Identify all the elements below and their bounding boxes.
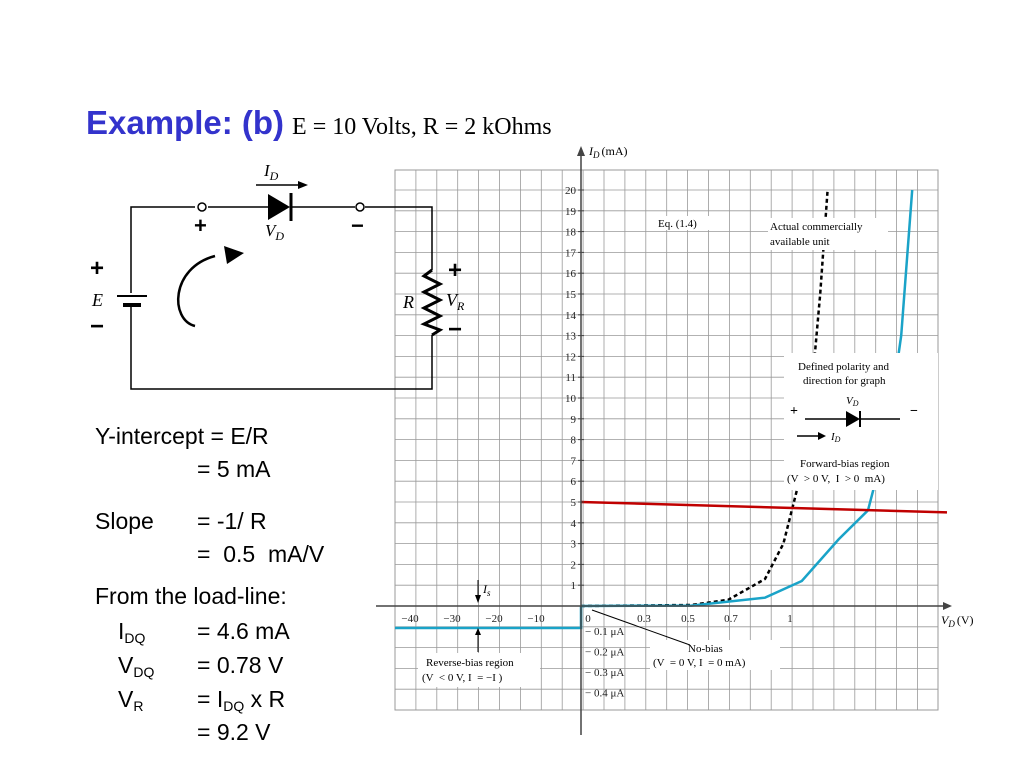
- vdq-value: = 0.78 V: [197, 652, 284, 678]
- slope-line-1: = -1/ R: [197, 508, 267, 534]
- resistor-voltage-label: $V_R$: [446, 290, 465, 313]
- y-tick-label: 14: [565, 309, 576, 322]
- x-tick-label: 0.3: [637, 613, 651, 625]
- diode-plus: +: [194, 213, 207, 238]
- slope-line-2: = 0.5 mA/V: [197, 541, 325, 567]
- defined-label-2: direction for graph: [803, 375, 886, 387]
- y-axis-arrow: [577, 146, 585, 156]
- y-tick-label: 12: [565, 351, 576, 364]
- idq-label: $I_{DQ}$: [118, 618, 146, 646]
- y-tick-label: 1: [570, 580, 576, 593]
- resistor-plus: +: [448, 257, 463, 284]
- x-tick-label: −10: [527, 613, 545, 625]
- x-tick-label: 0.5: [681, 613, 695, 625]
- defined-label-1: Defined polarity and: [798, 361, 890, 373]
- source-plus: +: [90, 255, 105, 282]
- polarity-plus: +: [790, 404, 798, 419]
- reverse-label-2: (V < 0 V, I = −I ): [422, 672, 503, 684]
- actual-label-1: Actual commercially: [770, 221, 863, 233]
- diode-voltage-label: $V_D$: [265, 221, 285, 243]
- nobias-label-1: No-bias: [688, 643, 723, 655]
- polarity-minus: −: [910, 404, 918, 419]
- x-tick-label: −20: [485, 613, 503, 625]
- x-axis-label: $V_D$ (V): [941, 613, 974, 629]
- actual-label-2: available unit: [770, 236, 830, 248]
- y-tick-label: 18: [565, 226, 576, 239]
- reverse-label-1: Reverse-bias region: [426, 657, 514, 669]
- title-subtitle: E = 10 Volts, R = 2 kOhms: [292, 114, 552, 140]
- nobias-label-2: (V = 0 V, I = 0 mA): [653, 657, 746, 669]
- neg-y-tick-label: − 0.4 μA: [585, 687, 625, 700]
- y-tick-label: 13: [565, 330, 576, 343]
- svg-text:ID: ID: [831, 431, 841, 444]
- y-tick-label: 7: [570, 455, 576, 468]
- y-tick-label: 6: [570, 476, 576, 489]
- vr-label: $V_R$: [118, 686, 144, 714]
- is-label: $I_s$: [483, 582, 491, 598]
- y-tick-label: 17: [565, 247, 576, 260]
- y-tick-label: 5: [570, 497, 576, 509]
- source-minus: −: [90, 313, 105, 340]
- y-tick-label: 11: [565, 372, 576, 385]
- y-tick-label: 3: [570, 538, 576, 551]
- source-label: E: [92, 290, 103, 310]
- forward-label-1: Forward-bias region: [800, 458, 890, 470]
- y-tick-label: 10: [565, 393, 576, 405]
- y-tick-label: 15: [565, 289, 576, 301]
- y-tick-label: 20: [565, 185, 576, 197]
- load-line-heading: From the load-line:: [95, 583, 287, 609]
- y-tick-label: 19: [565, 205, 576, 218]
- polarity-vd: VD: [846, 395, 859, 408]
- x-tick-label: 0.7: [724, 613, 738, 625]
- y-axis-label: $I_D$ (mA): [589, 144, 628, 160]
- resistor-label: R: [403, 292, 414, 312]
- vdq-label: $V_{DQ}$: [118, 652, 155, 680]
- neg-y-tick-label: − 0.1 μA: [585, 626, 625, 638]
- x-tick-label: −30: [443, 613, 461, 625]
- resistor-minus: −: [448, 316, 463, 343]
- diode-minus: −: [351, 213, 364, 238]
- forward-label-2: (V > 0 V, I > 0 mA): [787, 473, 885, 485]
- vr-result: = 9.2 V: [197, 719, 271, 745]
- vr-value: = $I_{DQ}$ x R: [197, 686, 286, 714]
- title-label: Example: (b): [86, 104, 285, 141]
- neg-y-tick-label: − 0.3 μA: [585, 667, 625, 679]
- neg-y-tick-label: − 0.2 μA: [585, 646, 625, 659]
- y-tick-label: 9: [570, 413, 576, 426]
- y-intercept-line-2: = 5 mA: [197, 456, 271, 482]
- y-tick-label: 4: [570, 517, 576, 530]
- y-intercept-line-1: Y-intercept = E/R: [95, 423, 269, 449]
- x-axis-arrow: [943, 602, 952, 610]
- idq-value: = 4.6 mA: [197, 618, 290, 644]
- x-tick-label: −40: [401, 613, 419, 625]
- current-label: $I_D$: [264, 161, 279, 183]
- y-tick-label: 8: [570, 434, 576, 447]
- x-tick-label: 0: [585, 613, 591, 625]
- y-tick-label: 16: [565, 268, 576, 281]
- eq-label: Eq. (1.4): [658, 218, 697, 230]
- x-tick-label: 1: [787, 613, 793, 625]
- y-tick-label: 2: [570, 559, 576, 572]
- slope-label: Slope: [95, 508, 154, 534]
